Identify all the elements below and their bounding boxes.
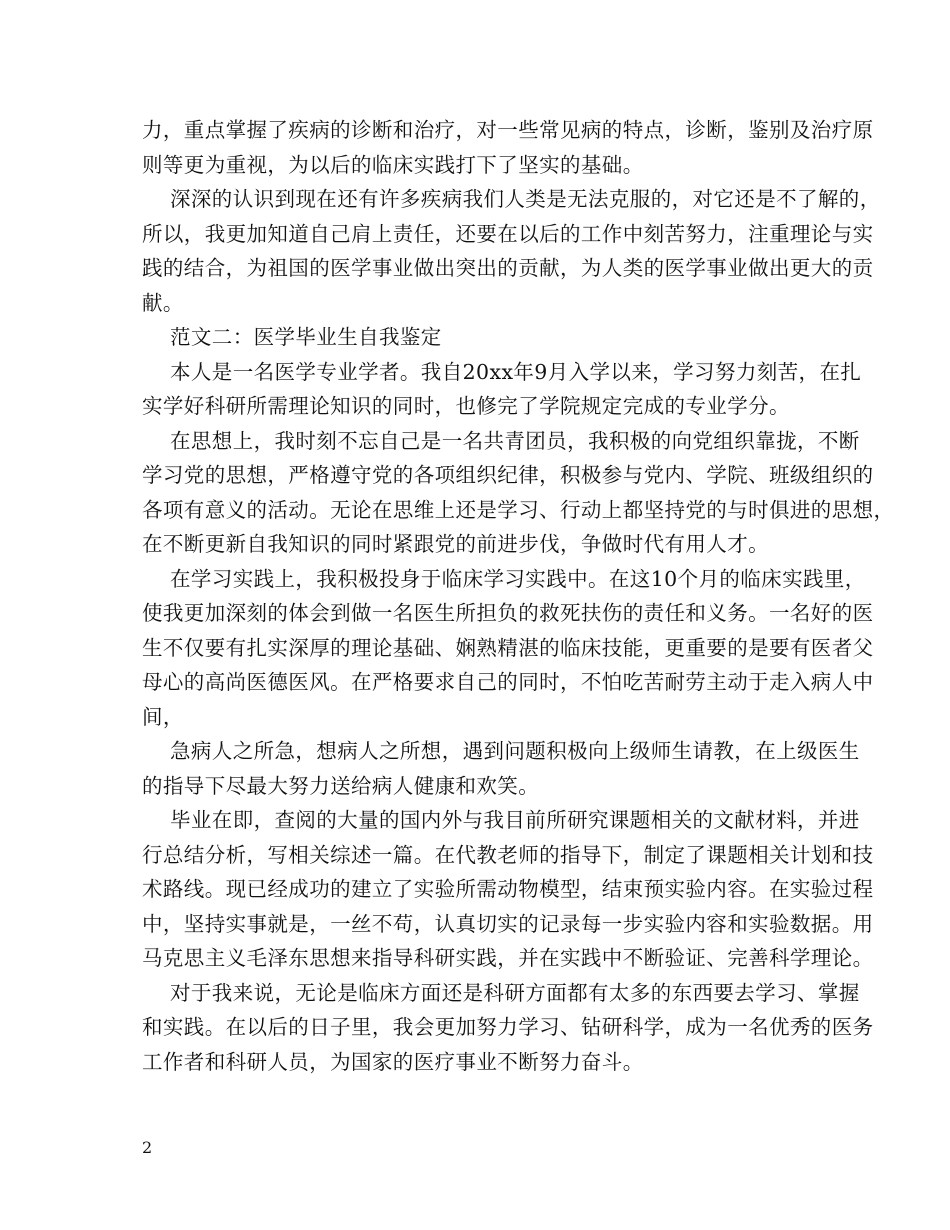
text-line: 实学好科研所需理论知识的同时，也修完了学院规定完成的专业学分。 — [142, 394, 790, 418]
text-line: 本人是一名医学专业学者。我自20xx年9月入学以来，学习努力刻苦，在扎 — [170, 359, 862, 384]
paragraph — [142, 182, 881, 320]
paragraph — [142, 734, 860, 803]
text-line: 中，坚持实事就是，一丝不苟，认真切实的记录每一步实验内容和实验数据。用 — [142, 911, 874, 936]
text-line: 术路线。现已经成功的建立了实验所需动物模型，结束预实验内容。在实验过程 — [142, 877, 874, 901]
text-line: 则等更为重视，为以后的临床实践打下了坚实的基础。 — [142, 152, 644, 177]
page-number: 2 — [142, 1138, 153, 1157]
document-body — [142, 113, 895, 1079]
text-line: 行总结分析，写相关综述一篇。在代教老师的指导下，制定了课题相关计划和技 — [142, 842, 874, 867]
text-line: 范文二：医学毕业生自我鉴定 — [170, 325, 442, 349]
text-line: 对于我来说，无论是临床方面还是科研方面都有太多的东西要去学习、掌握 — [170, 980, 860, 1005]
paragraph — [142, 562, 874, 735]
paragraph — [142, 976, 874, 1080]
text-line: 深深的认识到现在还有许多疾病我们人类是无法克服的，对它还是不了解的， — [170, 187, 881, 211]
text-line: 间， — [142, 704, 184, 729]
text-line: 和实践。在以后的日子里，我会更加努力学习、钻研科学，成为一名优秀的医务 — [142, 1015, 874, 1039]
text-line: 使我更加深刻的体会到做一名医生所担负的救死扶伤的责任和义务。一名好的医 — [142, 601, 874, 625]
text-line: 工作者和科研人员，为国家的医疗事业不断努力奋斗。 — [142, 1049, 644, 1074]
text-line: 在思想上，我时刻不忘自己是一名共青团员，我积极的向党组织靠拢，不断 — [170, 428, 860, 453]
text-line: 所以，我更加知道自己肩上责任，还要在以后的工作中刻苦努力，注重理论与实 — [142, 221, 874, 246]
text-line: 学习党的思想，严格遵守党的各项组织纪律，积极参与党内、学院、班级组织的 — [142, 463, 874, 487]
text-line: 急病人之所急，想病人之所想，遇到问题积极向上级师生请教，在上级医生 — [170, 739, 860, 763]
paragraph — [142, 803, 874, 976]
paragraph — [142, 113, 874, 182]
text-line: 生不仅要有扎实深厚的理论基础、娴熟精湛的临床技能，更重要的是要有医者父 — [142, 635, 874, 660]
text-line: 在不断更新自我知识的同时紧跟党的前进步伐，争做时代有用人才。 — [142, 532, 769, 556]
text-line: 毕业在即，查阅的大量的国内外与我目前所研究课题相关的文献材料，并进 — [170, 808, 860, 832]
text-line: 各项有意义的活动。无论在思维上还是学习、行动上都坚持党的与时俱进的思想， — [142, 497, 895, 522]
text-line: 践的结合，为祖国的医学事业做出突出的贡献，为人类的医学事业做出更大的贡 — [142, 256, 874, 280]
text-line: 母心的高尚医德医风。在严格要求自己的同时，不怕吃苦耐劳主动于走入病人中 — [142, 670, 874, 694]
text-line: 在学习实践上，我积极投身于临床学习实践中。在这10个月的临床实践里， — [170, 566, 866, 591]
paragraph — [142, 355, 862, 424]
paragraph — [142, 320, 832, 355]
text-line: 献。 — [142, 290, 184, 315]
text-line: 的指导下尽最大努力送给病人健康和欢笑。 — [142, 773, 540, 798]
paragraph — [142, 424, 895, 562]
text-line: 马克思主义毛泽东思想来指导科研实践，并在实践中不断验证、完善科学理论。 — [142, 946, 874, 970]
text-line: 力，重点掌握了疾病的诊断和治疗，对一些常见病的特点，诊断，鉴别及治疗原 — [142, 118, 874, 142]
